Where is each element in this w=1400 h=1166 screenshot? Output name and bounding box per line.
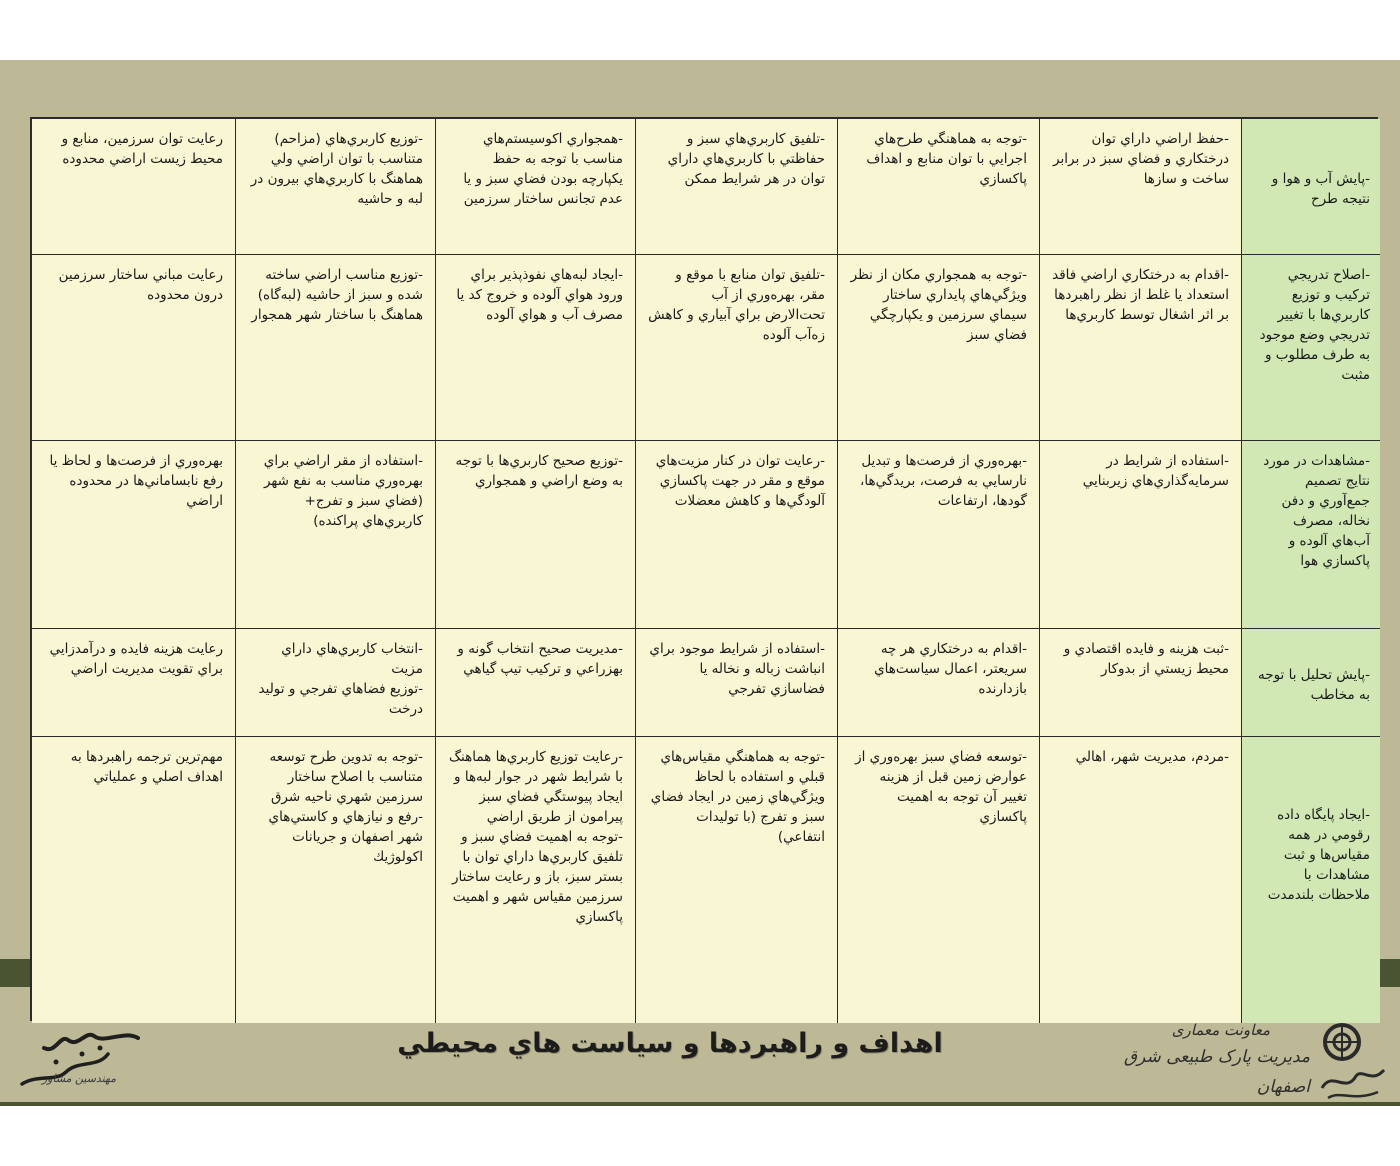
table-cell: -توجه به هماهنگي طرح‌هاي اجرايي با توان منابع و اهداف پاكسازي: [838, 119, 1040, 255]
row-header: -ايجاد پايگاه داده رقومي در همه مقياس‌ها و ثبت مشاهدات با ملاحظات بلندمدت: [1242, 737, 1380, 1023]
table-cell: -استفاده از شرايط موجود براي انباشت زباله و نخاله يا فضاسازي تفرجي: [636, 629, 838, 737]
table-cell: -تلفيق توان منابع با موقع و مقر، بهره‌وري از آب تحت‌الارض براي آبياري و كاهش زه‌آب آلوده: [636, 255, 838, 441]
table-cell: -مديريت صحيح انتخاب گونه و بهزراعي و تركيب تيپ گياهي: [436, 629, 636, 737]
table-cell: بهره‌وري از فرصت‌ها و لحاظ يا رفع نابساماني‌ها در محدوده اراضي: [32, 441, 236, 629]
org-line-1: معاونت معماری: [1171, 1021, 1270, 1039]
table-cell: -استفاده از شرايط در سرمايه‌گذاري‌هاي زيربنايي: [1040, 441, 1242, 629]
policy-table: [30, 117, 1378, 1021]
consultant-signature: مهندسين مشاور: [41, 1072, 116, 1085]
table-cell: -رعايت توان در كنار مزيت‌هاي موقع و مقر در جهت پاكسازي آلودگي‌ها و كاهش معضلات: [636, 441, 838, 629]
table-cell: -حفظ اراضي داراي توان درختكاري و فضاي سبز در برابر ساخت و سازها: [1040, 119, 1242, 255]
table-cell: -بهره‌وري از فرصت‌ها و تبديل نارسايي به فرصت، بريدگي‌ها، گودها، ارتفاعات: [838, 441, 1040, 629]
table-cell: -ايجاد لبه‌هاي نفوذپذير براي ورود هواي آلوده و خروج كد يا مصرف آب و هواي آلوده: [436, 255, 636, 441]
table-cell: -اقدام به درختكاري هر چه سريعتر، اعمال سياست‌هاي بازدارنده: [838, 629, 1040, 737]
table-cell: -انتخاب كاربري‌هاي داراي مزيت -توزيع فضاهاي تفرجي و توليد درخت: [236, 629, 436, 737]
table-cell: -تلفيق كاربري‌هاي سبز و حفاظتي با كاربري‌هاي داراي توان در هر شرايط ممكن: [636, 119, 838, 255]
row-header-label: -پايش آب و هوا و نتيجه طرح: [1271, 170, 1370, 207]
municipality-logo: [1318, 1018, 1390, 1102]
table-cell: -توسعه فضاي سبز بهره‌وري از عوارض زمين قبل از هزينه تغيير آن توجه به اهميت پاكسازي: [838, 737, 1040, 1023]
table-cell: -مردم، مديريت شهر، اهالي: [1040, 737, 1242, 1023]
org-line-2: مديريت پارک طبيعی شرق اصفهان: [1123, 1047, 1310, 1097]
row-header: [1242, 629, 1380, 737]
organization-caption: [1100, 1018, 1310, 1097]
table-cell: -اقدام به درختكاري اراضي فاقد استعداد يا غلط از نظر راهبردها بر اثر اشغال توسط كاربري‌ها: [1040, 255, 1242, 441]
table-cell: -توزيع مناسب اراضي ساخته شده و سبز از حاشيه (لبه‌گاه) هماهنگ با ساختار شهر همجوار: [236, 255, 436, 441]
table-cell: مهم‌ترين ترجمه راهبردها به اهداف اصلي و عملياتي: [32, 737, 236, 1023]
table-cell: رعايت مباني ساختار سرزمين درون محدوده: [32, 255, 236, 441]
table-cell: -توجه به همجواري مكان از نظر ويژگي‌هاي پايداري ساختار سيماي سرزمين و يكپارچگي فضاي سبز: [838, 255, 1040, 441]
row-header: -مشاهدات در مورد نتايج تصميم جمع‌آوري و دفن نخاله، مصرف آب‌هاي آلوده و پاكسازي هوا: [1242, 441, 1380, 629]
table-cell: -توزيع كاربري‌هاي (مزاحم) متناسب با توان اراضي ولي هماهنگ با كاربري‌هاي بيرون در لبه و حاشيه: [236, 119, 436, 255]
table-cell: -توجه به هماهنگي مقياس‌هاي قبلي و استفاده با لحاظ ويژگي‌هاي زمين در ايجاد فضاي سبز و تفرج (با توليدات انتفاعي): [636, 737, 838, 1023]
decorative-band-bottom: [0, 1102, 1400, 1106]
table-cell: -همجواري اكوسيستم‌هاي مناسب با توجه به حفظ يكپارچه بودن فضاي سبز و يا عدم تجانس ساختار سرزمين: [436, 119, 636, 255]
table-cell: -استفاده از مقر اراضي براي بهره‌وري مناسب به نفع شهر (فضاي سبز و تفرج+ كاربري‌هاي پراكنده): [236, 441, 436, 629]
row-header: [1242, 119, 1380, 255]
table-cell: -ثبت هزينه و فايده اقتصادي و محيط زيستي از بدوكار: [1040, 629, 1242, 737]
row-header: -اصلاح تدريجي تركيب و توزيع كاربري‌ها با تغيير تدريجي وضع موجود به طرف مطلوب و مثبت: [1242, 255, 1380, 441]
table-cell: -توزيع صحيح كاربري‌ها با توجه به وضع اراضي و همجواري: [436, 441, 636, 629]
table-cell: رعايت توان سرزمين، منابع و محيط زيست اراضي محدوده: [32, 119, 236, 255]
slide-title: اهداف و راهبردها و سياست هاي محيطي: [397, 1028, 943, 1059]
table-cell: رعايت هزينه فايده و درآمدزايي براي تقويت مديريت اراضي: [32, 629, 236, 737]
table-cell: -رعايت توزيع كاربري‌ها هماهنگ با شرايط شهر در جوار لبه‌ها و ايجاد پيوستگي فضاي سبز پيرامون از طريق اراضي -توجه به اهميت فضاي سبز و تلفيق كاربري‌ها داراي توان با بستر سبز، باز و رعايت ساختار سرزمين مقياس شهر و اهميت پاكسازي: [436, 737, 636, 1023]
table-cell: -توجه به تدوين طرح توسعه متناسب با اصلاح ساختار سرزمين شهري ناحيه شرق -رفع و نيازهاي و كاستي‌هاي شهر اصفهان و جريانات اكولوژيك: [236, 737, 436, 1023]
row-header-label: -پايش تحليل با توجه به مخاطب: [1257, 666, 1370, 703]
